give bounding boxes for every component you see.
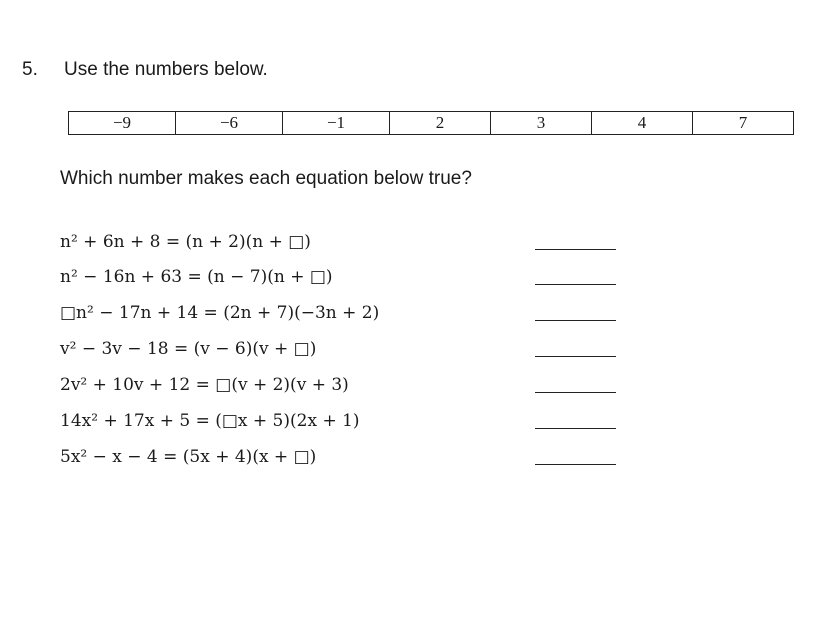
answer-blank[interactable]: [535, 320, 616, 321]
answer-blank[interactable]: [535, 464, 616, 465]
answer-blank[interactable]: [535, 428, 616, 429]
equation-row: [60, 372, 620, 398]
equation: □n² − 17n + 14 = (2n + 7)(−3n + 2): [60, 303, 380, 323]
equation: v² − 3v − 18 = (v − 6)(v + □): [60, 339, 317, 359]
question-instruction: Which number makes each equation below true?: [60, 168, 472, 189]
equation-row: [60, 264, 620, 290]
answer-blank[interactable]: [535, 356, 616, 357]
number-cell: 7: [693, 112, 794, 135]
number-cell: 2: [390, 112, 491, 135]
equation-row: [60, 408, 620, 434]
equation: n² + 6n + 8 = (n + 2)(n + □): [60, 232, 311, 252]
number-cell: −1: [283, 112, 390, 135]
answer-blank[interactable]: [535, 249, 616, 250]
equation: n² − 16n + 63 = (n − 7)(n + □): [60, 267, 333, 287]
number-cell: 4: [592, 112, 693, 135]
answer-blank[interactable]: [535, 284, 616, 285]
question-prompt: Use the numbers below.: [64, 59, 268, 80]
numbers-row: [69, 112, 794, 135]
number-cell: 3: [491, 112, 592, 135]
equation: 14x² + 17x + 5 = (□x + 5)(2x + 1): [60, 411, 360, 431]
number-cell: −6: [176, 112, 283, 135]
equation-row: [60, 444, 620, 470]
equation-row: [60, 336, 620, 362]
equation-row: [60, 300, 620, 326]
equation: 5x² − x − 4 = (5x + 4)(x + □): [60, 447, 317, 467]
equation: 2v² + 10v + 12 = □(v + 2)(v + 3): [60, 375, 349, 395]
answer-blank[interactable]: [535, 392, 616, 393]
numbers-table: [68, 111, 794, 135]
question-number: 5.: [22, 59, 38, 80]
equation-row: [60, 229, 620, 255]
number-cell: −9: [69, 112, 176, 135]
